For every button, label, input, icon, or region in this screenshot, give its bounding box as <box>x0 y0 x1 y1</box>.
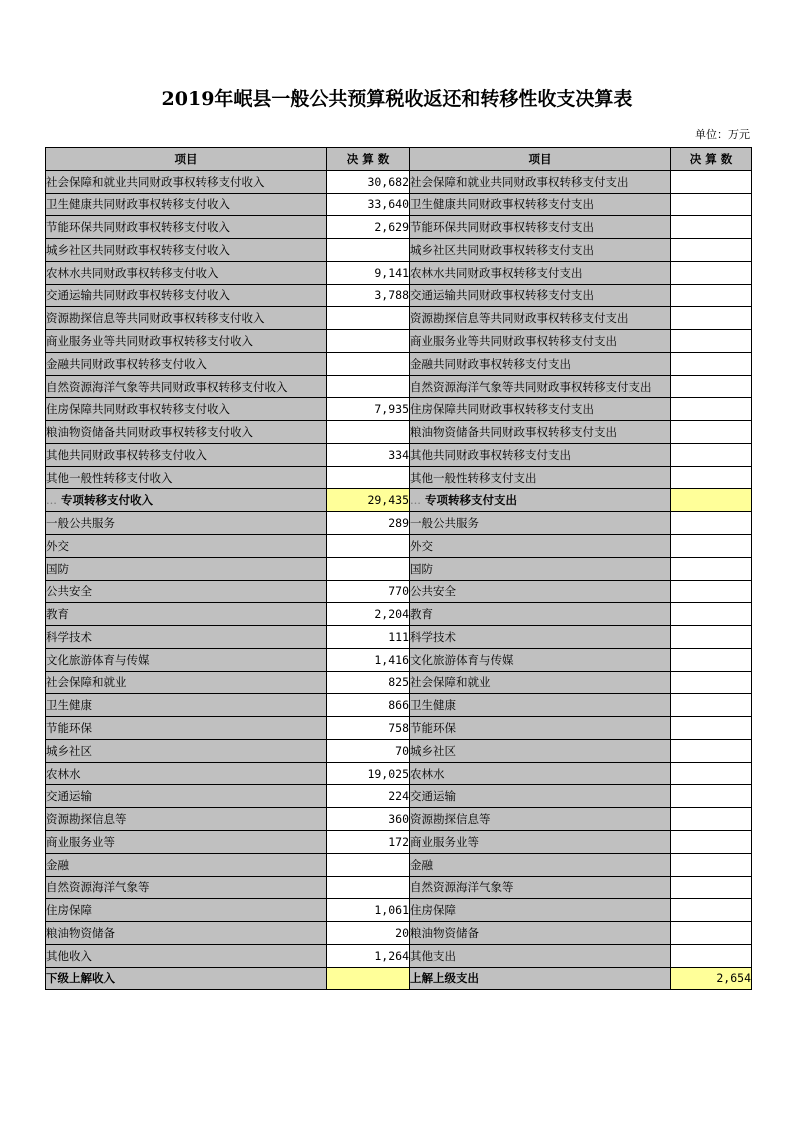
table-row <box>46 193 752 216</box>
item-left: 住房保障 <box>46 899 327 922</box>
special-transfer-income-amount[interactable]: 29,435 <box>327 489 410 512</box>
table-row <box>46 535 752 558</box>
amount-left[interactable] <box>327 307 410 330</box>
amount-right[interactable] <box>671 830 752 853</box>
amount-right[interactable] <box>671 876 752 899</box>
amount-left[interactable]: 770 <box>327 580 410 603</box>
item-right: 卫生健康共同财政事权转移支付支出 <box>410 193 671 216</box>
item-left: 公共安全 <box>46 580 327 603</box>
header-amount-left: 决 算 数 <box>327 148 410 171</box>
item-left: 商业服务业等共同财政事权转移支付收入 <box>46 330 327 353</box>
amount-left[interactable] <box>327 375 410 398</box>
item-right: 金融 <box>410 853 671 876</box>
amount-left[interactable]: 825 <box>327 671 410 694</box>
amount-left[interactable] <box>327 352 410 375</box>
amount-left[interactable]: 1,264 <box>327 944 410 967</box>
amount-left[interactable]: 360 <box>327 808 410 831</box>
special-transfer-income-text: 专项转移支付收入 <box>60 493 153 508</box>
item-left: 农林水共同财政事权转移支付收入 <box>46 261 327 284</box>
table-row <box>46 603 752 626</box>
amount-right[interactable] <box>671 922 752 945</box>
item-right: 城乡社区共同财政事权转移支付支出 <box>410 239 671 262</box>
amount-right[interactable] <box>671 785 752 808</box>
table-row <box>46 808 752 831</box>
amount-right[interactable] <box>671 671 752 694</box>
table-row <box>46 307 752 330</box>
amount-left[interactable] <box>327 853 410 876</box>
item-left: 教育 <box>46 603 327 626</box>
header-item-left: 项目 <box>46 148 327 171</box>
item-left: 国防 <box>46 557 327 580</box>
amount-right[interactable] <box>671 739 752 762</box>
amount-left[interactable]: 1,061 <box>327 899 410 922</box>
table-row <box>46 648 752 671</box>
item-left: 外交 <box>46 535 327 558</box>
item-right: 交通运输 <box>410 785 671 808</box>
item-right: 社会保障和就业 <box>410 671 671 694</box>
item-right: 资源勘探信息等共同财政事权转移支付支出 <box>410 307 671 330</box>
item-left: 卫生健康共同财政事权转移支付收入 <box>46 193 327 216</box>
item-right: 科学技术 <box>410 626 671 649</box>
footer-row <box>46 967 752 990</box>
item-left: 粮油物资储备共同财政事权转移支付收入 <box>46 421 327 444</box>
item-left: 金融共同财政事权转移支付收入 <box>46 352 327 375</box>
amount-left[interactable]: 3,788 <box>327 284 410 307</box>
item-right: 一般公共服务 <box>410 512 671 535</box>
amount-left[interactable]: 334 <box>327 443 410 466</box>
table-row <box>46 557 752 580</box>
amount-left[interactable]: 224 <box>327 785 410 808</box>
amount-left[interactable]: 7,935 <box>327 398 410 421</box>
item-right: 其他一般性转移支付支出 <box>410 466 671 489</box>
amount-left[interactable]: 866 <box>327 694 410 717</box>
table-row <box>46 899 752 922</box>
amount-right[interactable] <box>671 307 752 330</box>
item-left: 城乡社区 <box>46 739 327 762</box>
amount-right[interactable] <box>671 375 752 398</box>
amount-right[interactable] <box>671 944 752 967</box>
table-row <box>46 739 752 762</box>
table-row <box>46 398 752 421</box>
amount-right[interactable] <box>671 352 752 375</box>
amount-left[interactable]: 289 <box>327 512 410 535</box>
item-left: 其他共同财政事权转移支付收入 <box>46 443 327 466</box>
amount-left[interactable]: 70 <box>327 739 410 762</box>
table-row <box>46 785 752 808</box>
item-left: 科学技术 <box>46 626 327 649</box>
amount-right[interactable] <box>671 239 752 262</box>
item-left: 资源勘探信息等 <box>46 808 327 831</box>
item-left: 节能环保 <box>46 717 327 740</box>
table-row <box>46 284 752 307</box>
upper-level-remit-expense-label: 上解上级支出 <box>410 967 671 990</box>
table-row <box>46 239 752 262</box>
amount-right[interactable] <box>671 193 752 216</box>
budget-table <box>45 147 752 990</box>
amount-right[interactable] <box>671 694 752 717</box>
table-row <box>46 717 752 740</box>
item-right: 商业服务业等共同财政事权转移支付支出 <box>410 330 671 353</box>
amount-left[interactable] <box>327 330 410 353</box>
table-row <box>46 830 752 853</box>
item-left: 社会保障和就业共同财政事权转移支付收入 <box>46 170 327 193</box>
special-transfer-expense-text: 专项转移支付支出 <box>424 493 517 508</box>
table-row <box>46 170 752 193</box>
item-left: 城乡社区共同财政事权转移支付收入 <box>46 239 327 262</box>
item-right: 粮油物资储备 <box>410 922 671 945</box>
table-row <box>46 352 752 375</box>
item-left: 粮油物资储备 <box>46 922 327 945</box>
special-transfer-expense-amount[interactable] <box>671 489 752 512</box>
amount-right[interactable] <box>671 557 752 580</box>
item-right: 公共安全 <box>410 580 671 603</box>
item-left: 商业服务业等 <box>46 830 327 853</box>
amount-left[interactable]: 758 <box>327 717 410 740</box>
item-left: 交通运输共同财政事权转移支付收入 <box>46 284 327 307</box>
lower-level-remit-income-label: 下级上解收入 <box>46 967 327 990</box>
table-row <box>46 421 752 444</box>
table-row <box>46 330 752 353</box>
header-amount-right: 决 算 数 <box>671 148 752 171</box>
amount-right[interactable] <box>671 398 752 421</box>
amount-left[interactable]: 1,416 <box>327 648 410 671</box>
unit-label: 单位：万元 <box>695 128 750 141</box>
item-right: 教育 <box>410 603 671 626</box>
amount-left[interactable]: 19,025 <box>327 762 410 785</box>
table-row <box>46 762 752 785</box>
amount-left[interactable]: 2,629 <box>327 216 410 239</box>
amount-right[interactable] <box>671 808 752 831</box>
amount-left[interactable] <box>327 421 410 444</box>
table-row <box>46 443 752 466</box>
item-right: 其他共同财政事权转移支付支出 <box>410 443 671 466</box>
page-title: 2019年岷县一般公共预算税收返还和转移性收支决算表 <box>161 88 633 110</box>
item-right: 粮油物资储备共同财政事权转移支付支出 <box>410 421 671 444</box>
amount-right[interactable] <box>671 717 752 740</box>
amount-left[interactable] <box>327 239 410 262</box>
special-transfer-row <box>46 489 752 512</box>
item-left: 节能环保共同财政事权转移支付收入 <box>46 216 327 239</box>
table-row <box>46 944 752 967</box>
amount-right[interactable] <box>671 443 752 466</box>
table-row <box>46 375 752 398</box>
amount-right[interactable] <box>671 466 752 489</box>
amount-right[interactable] <box>671 626 752 649</box>
item-right: 资源勘探信息等 <box>410 808 671 831</box>
item-left: 住房保障共同财政事权转移支付收入 <box>46 398 327 421</box>
amount-left[interactable] <box>327 876 410 899</box>
table-row <box>46 922 752 945</box>
item-right: 金融共同财政事权转移支付支出 <box>410 352 671 375</box>
lower-level-remit-income-amount[interactable] <box>327 967 410 990</box>
item-left: 金融 <box>46 853 327 876</box>
item-right: 外交 <box>410 535 671 558</box>
item-right: 文化旅游体育与传媒 <box>410 648 671 671</box>
item-left: 资源勘探信息等共同财政事权转移支付收入 <box>46 307 327 330</box>
item-right: 商业服务业等 <box>410 830 671 853</box>
amount-right[interactable] <box>671 216 752 239</box>
item-left: 社会保障和就业 <box>46 671 327 694</box>
amount-right[interactable] <box>671 580 752 603</box>
item-right: 住房保障 <box>410 899 671 922</box>
amount-right[interactable] <box>671 648 752 671</box>
item-left: 其他一般性转移支付收入 <box>46 466 327 489</box>
table-row <box>46 626 752 649</box>
table-row <box>46 466 752 489</box>
item-right: 社会保障和就业共同财政事权转移支付支出 <box>410 170 671 193</box>
item-right: 住房保障共同财政事权转移支付支出 <box>410 398 671 421</box>
table-row <box>46 853 752 876</box>
item-left: 自然资源海洋气象等共同财政事权转移支付收入 <box>46 375 327 398</box>
special-transfer-income-label <box>46 489 327 512</box>
item-right: 城乡社区 <box>410 739 671 762</box>
amount-left[interactable] <box>327 466 410 489</box>
table-row <box>46 261 752 284</box>
amount-left[interactable]: 9,141 <box>327 261 410 284</box>
amount-left[interactable] <box>327 535 410 558</box>
special-transfer-expense-label <box>410 489 671 512</box>
amount-left[interactable]: 172 <box>327 830 410 853</box>
table-row <box>46 216 752 239</box>
table-row <box>46 512 752 535</box>
item-right: 节能环保共同财政事权转移支付支出 <box>410 216 671 239</box>
header-item-right: 项目 <box>410 148 671 171</box>
item-left: 其他收入 <box>46 944 327 967</box>
item-right: 卫生健康 <box>410 694 671 717</box>
table-row <box>46 580 752 603</box>
item-right: 自然资源海洋气象等 <box>410 876 671 899</box>
ellipsis-marker: ... <box>46 493 57 508</box>
item-right: 交通运输共同财政事权转移支付支出 <box>410 284 671 307</box>
item-right: 其他支出 <box>410 944 671 967</box>
amount-right[interactable] <box>671 853 752 876</box>
header-row <box>46 148 752 171</box>
table-row <box>46 876 752 899</box>
amount-right[interactable] <box>671 899 752 922</box>
amount-left[interactable]: 111 <box>327 626 410 649</box>
item-left: 一般公共服务 <box>46 512 327 535</box>
upper-level-remit-expense-amount[interactable]: 2,654 <box>671 967 752 990</box>
amount-right[interactable] <box>671 170 752 193</box>
amount-right[interactable] <box>671 603 752 626</box>
amount-left[interactable]: 33,640 <box>327 193 410 216</box>
item-left: 文化旅游体育与传媒 <box>46 648 327 671</box>
amount-right[interactable] <box>671 762 752 785</box>
amount-right[interactable] <box>671 535 752 558</box>
ellipsis-marker: ... <box>410 493 421 508</box>
amount-left[interactable]: 20 <box>327 922 410 945</box>
amount-right[interactable] <box>671 421 752 444</box>
amount-left[interactable]: 2,204 <box>327 603 410 626</box>
amount-right[interactable] <box>671 284 752 307</box>
table-row <box>46 694 752 717</box>
amount-left[interactable]: 30,682 <box>327 170 410 193</box>
item-left: 卫生健康 <box>46 694 327 717</box>
amount-right[interactable] <box>671 261 752 284</box>
item-left: 农林水 <box>46 762 327 785</box>
item-right: 节能环保 <box>410 717 671 740</box>
item-right: 农林水 <box>410 762 671 785</box>
item-left: 自然资源海洋气象等 <box>46 876 327 899</box>
amount-right[interactable] <box>671 512 752 535</box>
table-row <box>46 671 752 694</box>
item-right: 国防 <box>410 557 671 580</box>
amount-left[interactable] <box>327 557 410 580</box>
item-right: 农林水共同财政事权转移支付支出 <box>410 261 671 284</box>
amount-right[interactable] <box>671 330 752 353</box>
item-right: 自然资源海洋气象等共同财政事权转移支付支出 <box>410 375 671 398</box>
item-left: 交通运输 <box>46 785 327 808</box>
